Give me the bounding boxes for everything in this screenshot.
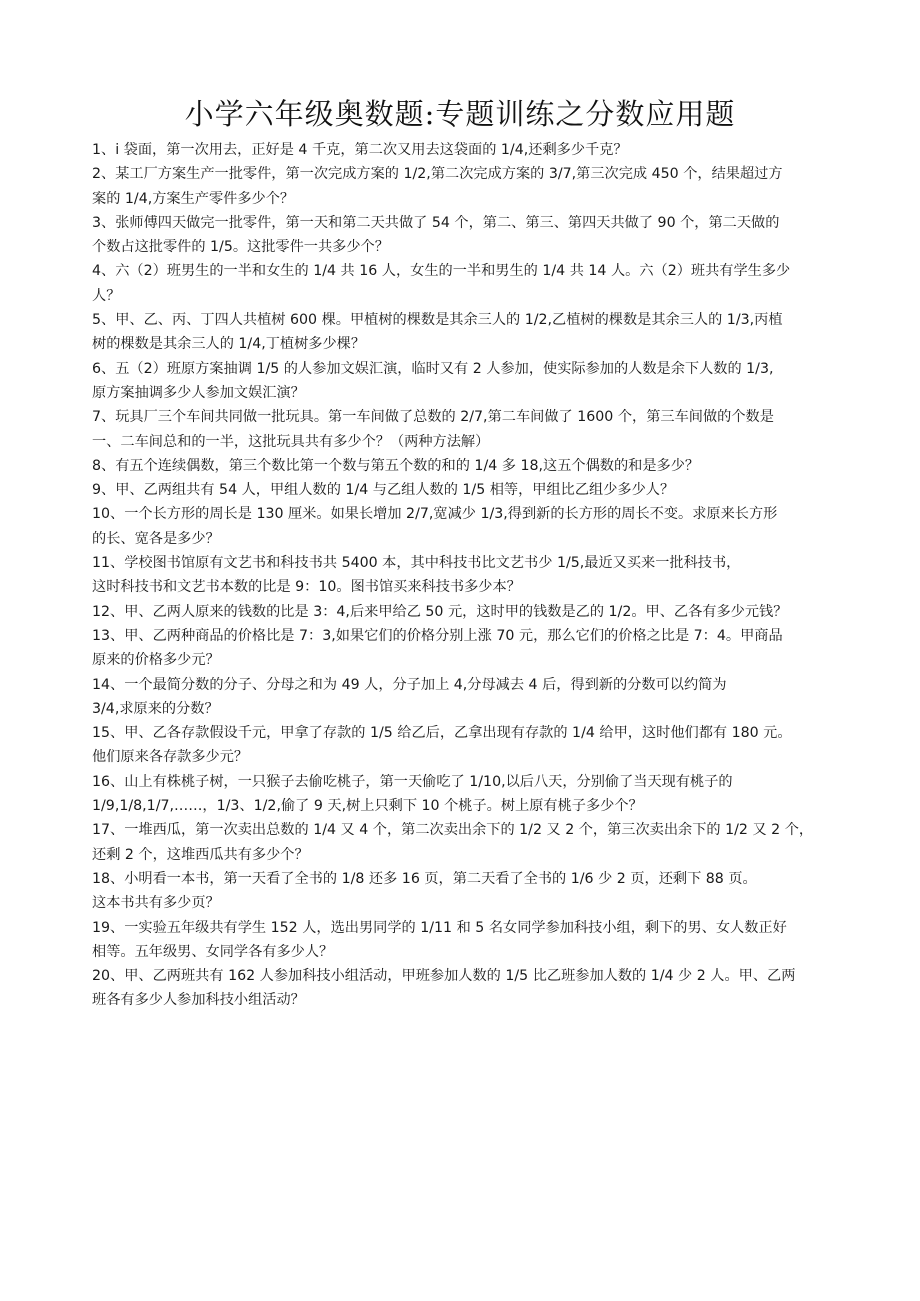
- question-line: 相等。五年级男、女同学各有多少人？: [92, 943, 334, 960]
- question-line: 树的棵数是其余三人的 1/4,丁植树多少棵？: [92, 336, 366, 353]
- page-title: 小学六年级奥数题:专题训练之分数应用题: [184, 97, 736, 131]
- question-line: 5、甲、乙、丙、丁四人共植树 600 棵。甲植树的棵数是其余三人的 1/2,乙植树的棵数是其余三人的 1/3,丙植: [92, 312, 783, 329]
- question-item: [92, 867, 844, 916]
- question-line: 的长、宽各是多少？: [92, 530, 220, 547]
- question-line: 这时科技书和文艺书本数的比是 9：10。图书馆买来科技书多少本？: [92, 579, 521, 596]
- question-line: 17、一堆西瓜，第一次卖出总数的 1/4 又 4 个，第二次卖出余下的 1/2 又 2 个，第三次卖出余下的 1/2 又 2 个，: [92, 822, 814, 839]
- question-line: 16、山上有株桃子树，一只猴子去偷吃桃子，第一天偷吃了 1/10,以后八天，分别偷了当天现有桃子的: [92, 773, 733, 790]
- question-line: 6、五（2）班原方案抽调 1/5 的人参加文娱汇演，临时又有 2 人参加，使实际参加的人数是余下人数的 1/3,: [92, 360, 774, 377]
- question-item: [92, 502, 844, 551]
- question-line: 4、六（2）班男生的一半和女生的 1/4 共 16 人，女生的一半和男生的 1/4 共 14 人。六（2）班共有学生多少: [92, 263, 791, 280]
- question-line: 班各有多少人参加科技小组活动？: [92, 992, 305, 1009]
- question-line: 还剩 2 个，这堆西瓜共有多少个？: [92, 846, 309, 863]
- question-line: 1/9,1/8,1/7,……，1/3、1/2,偷了 9 天,树上只剩下 10 个桃子。树上原有桃子多少个？: [92, 798, 643, 815]
- question-line: 9、甲、乙两组共有 54 人，甲组人数的 1/4 与乙组人数的 1/5 相等，甲组比乙组少多少人？: [92, 482, 675, 499]
- question-item: [92, 454, 844, 478]
- question-line: 7、玩具厂三个车间共同做一批玩具。第一车间做了总数的 2/7,第二车间做了 1600 个，第三车间做的个数是: [92, 409, 774, 426]
- question-list: [92, 138, 844, 1013]
- question-item: [92, 357, 844, 406]
- question-item: [92, 478, 844, 502]
- question-line: 14、一个最简分数的分子、分母之和为 49 人，分子加上 4,分母减去 4 后，得到新的分数可以约简为: [92, 676, 727, 693]
- question-item: [92, 162, 844, 211]
- question-line: 15、甲、乙各存款假设千元，甲拿了存款的 1/5 给乙后，乙拿出现有存款的 1/4 给甲，这时他们都有 180 元。: [92, 725, 792, 742]
- question-line: 10、一个长方形的周长是 130 厘米。如果长增加 2/7,宽减少 1/3,得到新的长方形的周长不变。求原来长方形: [92, 506, 778, 523]
- question-line: 3、张师傅四天做完一批零件，第一天和第二天共做了 54 个，第二、第三、第四天共做了 90 个，第二天做的: [92, 214, 780, 231]
- question-item: [92, 624, 844, 673]
- question-line: 这本书共有多少页？: [92, 895, 220, 912]
- question-line: 案的 1/4,方案生产零件多少个？: [92, 190, 295, 207]
- question-item: [92, 259, 844, 308]
- question-line: 13、甲、乙两种商品的价格比是 7：3,如果它们的价格分别上涨 70 元，那么它们的价格之比是 7：4。甲商品: [92, 627, 783, 644]
- question-item: [92, 308, 844, 357]
- question-line: 一、二车间总和的一半，这批玩具共有多少个？（两种方法解）: [92, 433, 490, 450]
- question-item: [92, 916, 844, 965]
- question-line: 18、小明看一本书，第一天看了全书的 1/8 还多 16 页，第二天看了全书的 1/6 少 2 页，还剩下 88 页。: [92, 870, 757, 887]
- question-line: 2、某工厂方案生产一批零件，第一次完成方案的 1/2,第二次完成方案的 3/7,第三次完成 450 个，结果超过方: [92, 166, 783, 183]
- question-line: 20、甲、乙两班共有 162 人参加科技小组活动，甲班参加人数的 1/5 比乙班参加人数的 1/4 少 2 人。甲、乙两: [92, 968, 796, 985]
- question-item: [92, 551, 844, 600]
- question-line: 19、一实验五年级共有学生 152 人，选出男同学的 1/11 和 5 名女同学参加科技小组，剩下的男、女人数正好: [92, 919, 787, 936]
- question-line: 12、甲、乙两人原来的钱数的比是 3：4,后来甲给乙 50 元，这时甲的钱数是乙的 1/2。甲、乙各有多少元钱？: [92, 603, 788, 620]
- question-line: 他们原来各存款多少元？: [92, 749, 249, 766]
- question-item: [92, 405, 844, 454]
- question-item: [92, 770, 844, 819]
- question-item: [92, 138, 844, 162]
- question-line: 8、有五个连续偶数，第三个数比第一个数与第五个数的和的 1/4 多 18,这五个偶数的和是多少？: [92, 457, 700, 474]
- question-line: 原方案抽调多少人参加文娱汇演？: [92, 384, 305, 401]
- question-item: [92, 600, 844, 624]
- question-item: [92, 721, 844, 770]
- question-line: 人？: [92, 287, 121, 304]
- question-line: 11、学校图书馆原有文艺书和科技书共 5400 本，其中科技书比文艺书少 1/5,最近又买来一批科技书，: [92, 555, 741, 572]
- question-item: [92, 673, 844, 722]
- question-line: 3/4,求原来的分数？: [92, 700, 219, 717]
- question-item: [92, 211, 844, 260]
- question-line: 个数占这批零件的 1/5。这批零件一共多少个？: [92, 239, 389, 256]
- question-item: [92, 818, 844, 867]
- question-line: 原来的价格多少元？: [92, 652, 220, 669]
- question-item: [92, 964, 844, 1013]
- question-line: 1、i 袋面，第一次用去，正好是 4 千克，第二次又用去这袋面的 1/4,还剩多少千克？: [92, 142, 628, 158]
